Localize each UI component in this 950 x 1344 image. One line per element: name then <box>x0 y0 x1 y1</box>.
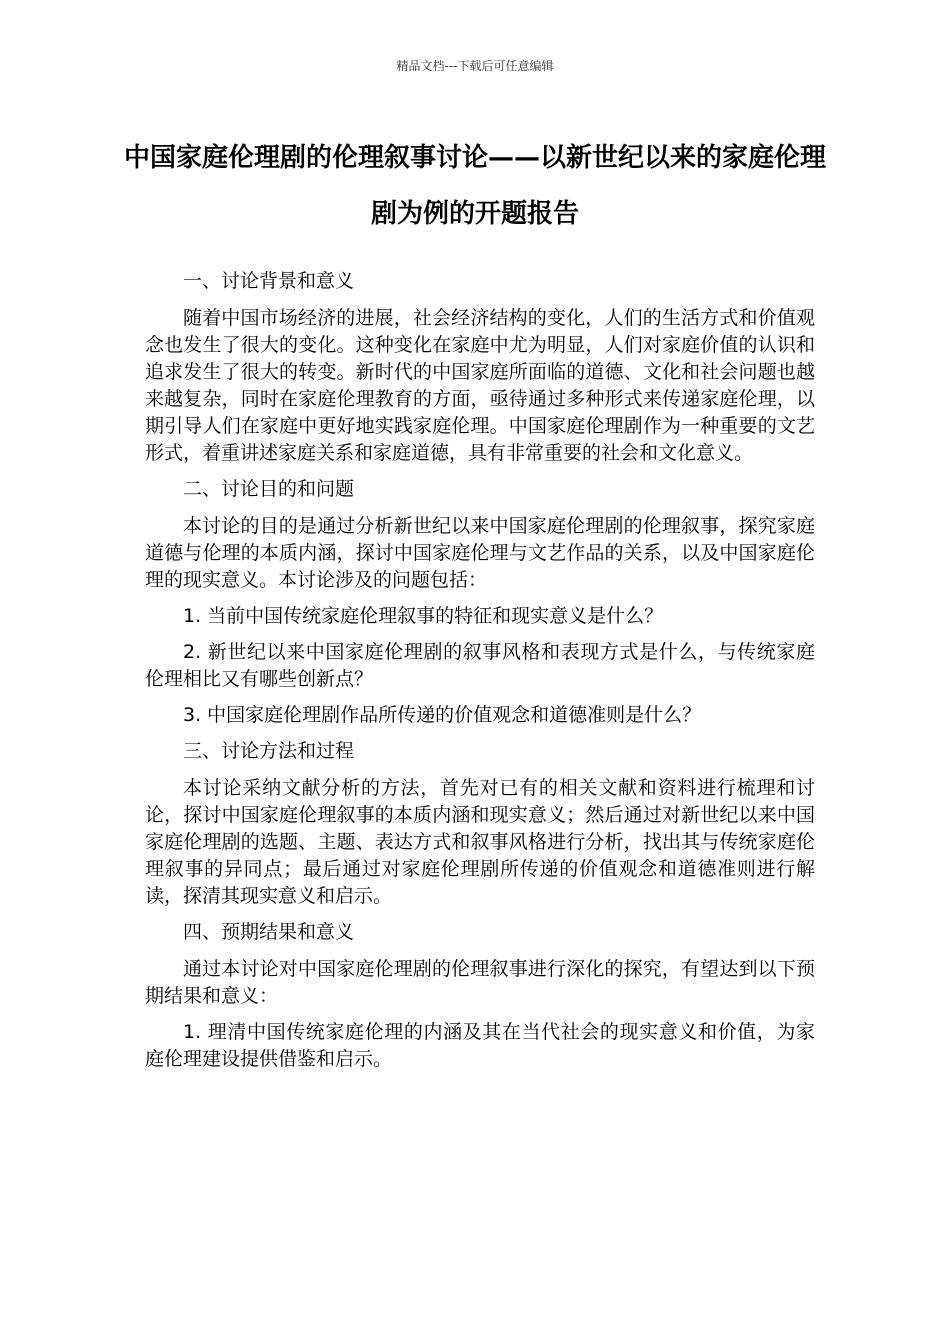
paragraph-purpose: 本讨论的目的是通过分析新世纪以来中国家庭伦理剧的伦理叙事，探究家庭道德与伦理的本质内涵，探讨中国家庭伦理与文艺作品的关系，以及中国家庭伦理的现实意义。本讨论涉及的问题包括： <box>145 515 815 591</box>
question-item-3: 3. 中国家庭伦理剧作品所传递的价值观念和道德准则是什么？ <box>183 704 702 726</box>
section-heading-background: 一、讨论背景和意义 <box>183 270 355 292</box>
section-heading-method: 三、讨论方法和过程 <box>183 740 355 762</box>
question-item-2: 2. 新世纪以来中国家庭伦理剧的叙事风格和表现方式是什么，与传统家庭伦理相比又有哪些创新点？ <box>145 641 815 690</box>
header-note: 精品文档---下载后可任意编辑 <box>396 59 554 73</box>
paragraph-method: 本讨论采纳文献分析的方法，首先对已有的相关文献和资料进行梳理和讨论，探讨中国家庭伦理叙事的本质内涵和现实意义；然后通过对新世纪以来中国家庭伦理剧的选题、主题、表达方式和叙事风格进行分析，找出其与传统家庭伦理叙事的异同点；最后通过对家庭伦理剧所传递的价值观念和道德准则进行解读，探清其现实意义和启示。 <box>145 777 815 907</box>
paragraph-results: 通过本讨论对中国家庭伦理剧的伦理叙事进行深化的探究，有望达到以下预期结果和意义： <box>145 958 815 1007</box>
result-item-1: 1. 理清中国传统家庭伦理的内涵及其在当代社会的现实意义和价值，为家庭伦理建设提供借鉴和启示。 <box>145 1021 815 1070</box>
document-title: 中国家庭伦理剧的伦理叙事讨论——以新世纪以来的家庭伦理剧为例的开题报告 <box>123 143 826 229</box>
section-heading-results: 四、预期结果和意义 <box>183 921 355 943</box>
question-item-1: 1. 当前中国传统家庭伦理叙事的特征和现实意义是什么？ <box>183 605 664 627</box>
section-heading-purpose: 二、讨论目的和问题 <box>183 478 355 500</box>
paragraph-background: 随着中国市场经济的进展，社会经济结构的变化，人们的生活方式和价值观念也发生了很大的变化。这种变化在家庭中尤为明显，人们对家庭价值的认识和追求发生了很大的转变。新时代的中国家庭所面临的道德、文化和社会问题也越来越复杂，同时在家庭伦理教育的方面，亟待通过多种形式来传递家庭伦理，以期引导人们在家庭中更好地实践家庭伦理。中国家庭伦理剧作为一种重要的文艺形式，着重讲述家庭关系和家庭道德，具有非常重要的社会和文化意义。 <box>145 307 815 464</box>
document-body <box>145 268 815 1082</box>
